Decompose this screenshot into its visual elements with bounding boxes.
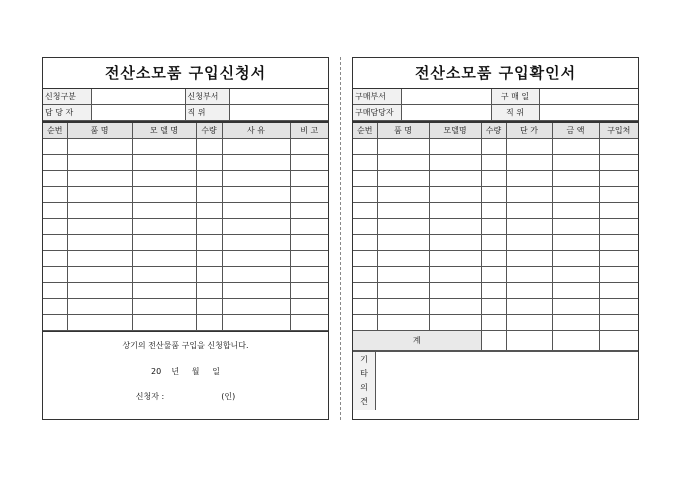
item-cell[interactable] xyxy=(552,219,599,235)
item-cell[interactable] xyxy=(290,155,328,171)
col-note: 비 고 xyxy=(290,122,328,139)
purchase-confirmation-form xyxy=(352,57,639,420)
item-cell[interactable] xyxy=(222,171,290,187)
item-cell[interactable] xyxy=(196,251,222,267)
item-cell[interactable] xyxy=(67,235,132,251)
item-cell[interactable] xyxy=(290,299,328,315)
item-cell[interactable] xyxy=(481,267,506,283)
request-type-field[interactable] xyxy=(91,89,185,105)
item-cell[interactable] xyxy=(506,219,552,235)
item-cell[interactable] xyxy=(429,315,481,331)
item-cell[interactable] xyxy=(290,283,328,299)
item-cell[interactable] xyxy=(599,187,638,203)
item-cell[interactable] xyxy=(222,187,290,203)
request-items-table xyxy=(43,121,328,331)
item-cell[interactable] xyxy=(132,283,196,299)
item-cell[interactable] xyxy=(196,171,222,187)
item-cell[interactable] xyxy=(599,299,638,315)
item-cell[interactable] xyxy=(506,187,552,203)
item-cell[interactable] xyxy=(132,235,196,251)
purchase-date-field[interactable] xyxy=(539,89,638,105)
item-cell[interactable] xyxy=(196,203,222,219)
request-type-label: 신청구분 xyxy=(43,89,91,105)
item-row xyxy=(43,299,328,315)
item-cell[interactable] xyxy=(599,139,638,155)
item-cell[interactable] xyxy=(43,299,67,315)
item-cell[interactable] xyxy=(132,139,196,155)
item-cell[interactable] xyxy=(481,315,506,331)
item-cell[interactable] xyxy=(222,283,290,299)
item-cell[interactable] xyxy=(132,219,196,235)
item-cell[interactable] xyxy=(222,235,290,251)
item-cell[interactable] xyxy=(377,155,429,171)
item-cell[interactable] xyxy=(132,251,196,267)
item-row xyxy=(43,283,328,299)
item-cell[interactable] xyxy=(552,283,599,299)
item-cell[interactable] xyxy=(132,315,196,331)
item-cell[interactable] xyxy=(429,171,481,187)
item-cell[interactable] xyxy=(290,171,328,187)
item-cell[interactable] xyxy=(353,171,377,187)
item-cell[interactable] xyxy=(506,171,552,187)
item-cell[interactable] xyxy=(222,299,290,315)
item-cell[interactable] xyxy=(43,219,67,235)
purchase-manager-label: 구매담당자 xyxy=(353,105,401,121)
request-statement: 상기의 전산물품 구입을 신청합니다. xyxy=(122,341,249,350)
col-seq: 순번 xyxy=(43,122,67,139)
item-cell[interactable] xyxy=(43,203,67,219)
item-row xyxy=(43,235,328,251)
item-cell[interactable] xyxy=(599,283,638,299)
col-reason: 사 유 xyxy=(222,122,290,139)
item-cell[interactable] xyxy=(132,171,196,187)
item-cell[interactable] xyxy=(377,203,429,219)
item-cell[interactable] xyxy=(222,155,290,171)
item-cell[interactable] xyxy=(481,251,506,267)
item-cell[interactable] xyxy=(67,219,132,235)
item-cell[interactable] xyxy=(353,315,377,331)
item-cell[interactable] xyxy=(552,155,599,171)
item-cell[interactable] xyxy=(222,315,290,331)
item-cell[interactable] xyxy=(552,267,599,283)
item-cell[interactable] xyxy=(552,235,599,251)
item-cell[interactable] xyxy=(506,267,552,283)
item-cell[interactable] xyxy=(353,203,377,219)
confirm-items-header xyxy=(353,122,638,139)
item-cell[interactable] xyxy=(481,155,506,171)
item-cell[interactable] xyxy=(196,267,222,283)
item-cell[interactable] xyxy=(377,299,429,315)
item-cell[interactable] xyxy=(290,315,328,331)
item-cell[interactable] xyxy=(377,235,429,251)
item-cell[interactable] xyxy=(222,139,290,155)
item-cell[interactable] xyxy=(506,155,552,171)
item-cell[interactable] xyxy=(506,299,552,315)
item-cell[interactable] xyxy=(43,187,67,203)
item-cell[interactable] xyxy=(353,219,377,235)
item-cell[interactable] xyxy=(429,299,481,315)
item-row xyxy=(43,171,328,187)
item-cell[interactable] xyxy=(132,155,196,171)
col-qty: 수량 xyxy=(196,122,222,139)
item-cell[interactable] xyxy=(377,251,429,267)
item-cell[interactable] xyxy=(196,315,222,331)
item-cell[interactable] xyxy=(353,283,377,299)
col-qty: 수량 xyxy=(481,122,506,139)
item-cell[interactable] xyxy=(43,267,67,283)
request-dept-label: 신청부서 xyxy=(185,89,229,105)
item-cell[interactable] xyxy=(377,315,429,331)
item-row xyxy=(43,267,328,283)
item-cell[interactable] xyxy=(222,203,290,219)
item-row xyxy=(43,187,328,203)
item-cell[interactable] xyxy=(67,315,132,331)
item-cell[interactable] xyxy=(353,235,377,251)
item-cell[interactable] xyxy=(43,139,67,155)
item-row xyxy=(353,203,638,219)
item-cell[interactable] xyxy=(481,283,506,299)
item-cell[interactable] xyxy=(552,299,599,315)
item-cell[interactable] xyxy=(429,139,481,155)
item-cell[interactable] xyxy=(67,171,132,187)
col-unit-price: 단 가 xyxy=(506,122,552,139)
item-cell[interactable] xyxy=(222,251,290,267)
item-cell[interactable] xyxy=(290,235,328,251)
item-cell[interactable] xyxy=(353,139,377,155)
request-footer xyxy=(43,331,328,410)
item-cell[interactable] xyxy=(67,299,132,315)
item-row xyxy=(353,251,638,267)
item-cell[interactable] xyxy=(429,267,481,283)
item-row xyxy=(43,155,328,171)
request-dept-field[interactable] xyxy=(229,89,328,105)
item-cell[interactable] xyxy=(43,171,67,187)
applicant-label: 신청자 : xyxy=(135,392,165,401)
item-cell[interactable] xyxy=(552,315,599,331)
purchase-position-label: 직 위 xyxy=(491,105,539,121)
item-row xyxy=(353,235,638,251)
col-seq: 순번 xyxy=(353,122,377,139)
total-qty[interactable] xyxy=(481,331,506,351)
item-cell[interactable] xyxy=(196,155,222,171)
item-cell[interactable] xyxy=(353,299,377,315)
item-cell[interactable] xyxy=(377,283,429,299)
item-cell[interactable] xyxy=(506,235,552,251)
item-cell[interactable] xyxy=(43,315,67,331)
item-cell[interactable] xyxy=(196,235,222,251)
applicant-line xyxy=(43,391,328,402)
item-row xyxy=(353,219,638,235)
confirm-items-table xyxy=(353,121,638,351)
item-cell[interactable] xyxy=(132,299,196,315)
item-cell[interactable] xyxy=(506,139,552,155)
item-cell[interactable] xyxy=(222,267,290,283)
item-cell[interactable] xyxy=(67,139,132,155)
request-items-header xyxy=(43,122,328,139)
item-cell[interactable] xyxy=(196,219,222,235)
item-cell[interactable] xyxy=(429,155,481,171)
item-cell[interactable] xyxy=(196,299,222,315)
item-row xyxy=(353,171,638,187)
col-model: 모델명 xyxy=(429,122,481,139)
item-cell[interactable] xyxy=(290,187,328,203)
item-cell[interactable] xyxy=(196,187,222,203)
item-cell[interactable] xyxy=(67,251,132,267)
item-cell[interactable] xyxy=(290,219,328,235)
item-cell[interactable] xyxy=(599,219,638,235)
item-cell[interactable] xyxy=(43,283,67,299)
seal-mark: (인) xyxy=(221,392,236,401)
total-row xyxy=(353,331,638,351)
item-cell[interactable] xyxy=(429,203,481,219)
item-cell[interactable] xyxy=(599,267,638,283)
item-cell[interactable] xyxy=(67,187,132,203)
item-cell[interactable] xyxy=(43,251,67,267)
item-cell[interactable] xyxy=(429,219,481,235)
item-cell[interactable] xyxy=(377,219,429,235)
item-row xyxy=(43,251,328,267)
purchase-dept-label: 구매부서 xyxy=(353,89,401,105)
item-cell[interactable] xyxy=(377,187,429,203)
remarks-field[interactable] xyxy=(376,352,638,410)
item-row xyxy=(43,315,328,331)
position-field[interactable] xyxy=(229,105,328,121)
purchase-date-label: 구 매 일 xyxy=(491,89,539,105)
item-cell[interactable] xyxy=(43,235,67,251)
remarks-label xyxy=(353,352,376,410)
item-cell[interactable] xyxy=(481,235,506,251)
item-cell[interactable] xyxy=(353,187,377,203)
item-row xyxy=(43,139,328,155)
item-cell[interactable] xyxy=(429,235,481,251)
col-amount: 금 액 xyxy=(552,122,599,139)
item-row xyxy=(353,139,638,155)
item-cell[interactable] xyxy=(67,203,132,219)
item-cell[interactable] xyxy=(353,251,377,267)
page-divider xyxy=(340,57,341,420)
item-cell[interactable] xyxy=(599,315,638,331)
item-cell[interactable] xyxy=(222,219,290,235)
col-vendor: 구입처 xyxy=(599,122,638,139)
purchase-dept-field[interactable] xyxy=(401,89,491,105)
remarks-char: 의 xyxy=(360,383,368,392)
item-row xyxy=(353,315,638,331)
total-vendor[interactable] xyxy=(599,331,638,351)
item-cell[interactable] xyxy=(429,251,481,267)
total-unit-price[interactable] xyxy=(506,331,552,351)
item-cell[interactable] xyxy=(506,315,552,331)
item-cell[interactable] xyxy=(552,251,599,267)
item-row xyxy=(353,283,638,299)
item-cell[interactable] xyxy=(481,171,506,187)
item-cell[interactable] xyxy=(353,155,377,171)
remarks-section xyxy=(353,351,638,410)
item-cell[interactable] xyxy=(429,187,481,203)
item-cell[interactable] xyxy=(290,251,328,267)
request-date: 20 년 월 일 xyxy=(151,367,220,376)
item-cell[interactable] xyxy=(599,171,638,187)
remarks-char: 기 xyxy=(360,355,368,364)
item-cell[interactable] xyxy=(506,251,552,267)
item-cell[interactable] xyxy=(481,203,506,219)
item-cell[interactable] xyxy=(506,203,552,219)
item-cell[interactable] xyxy=(552,187,599,203)
item-row xyxy=(43,203,328,219)
item-cell[interactable] xyxy=(481,139,506,155)
position-label: 직 위 xyxy=(185,105,229,121)
item-cell[interactable] xyxy=(599,155,638,171)
item-cell[interactable] xyxy=(67,283,132,299)
item-cell[interactable] xyxy=(552,139,599,155)
item-cell[interactable] xyxy=(481,299,506,315)
item-cell[interactable] xyxy=(353,267,377,283)
item-row xyxy=(353,187,638,203)
item-cell[interactable] xyxy=(290,203,328,219)
item-row xyxy=(353,155,638,171)
manager-field[interactable] xyxy=(91,105,185,121)
item-cell[interactable] xyxy=(67,267,132,283)
item-cell[interactable] xyxy=(552,171,599,187)
confirm-info-table xyxy=(353,89,638,121)
purchase-manager-field[interactable] xyxy=(401,105,491,121)
item-cell[interactable] xyxy=(506,283,552,299)
purchase-request-form xyxy=(42,57,329,420)
item-cell[interactable] xyxy=(377,267,429,283)
item-cell[interactable] xyxy=(599,203,638,219)
col-item-name: 품 명 xyxy=(67,122,132,139)
col-model: 모 델 명 xyxy=(132,122,196,139)
item-row xyxy=(43,219,328,235)
purchase-position-field[interactable] xyxy=(539,105,638,121)
item-cell[interactable] xyxy=(290,139,328,155)
item-cell[interactable] xyxy=(552,203,599,219)
item-cell[interactable] xyxy=(599,235,638,251)
item-cell[interactable] xyxy=(67,155,132,171)
item-cell[interactable] xyxy=(481,187,506,203)
confirm-form-title: 전산소모품 구입확인서 xyxy=(353,58,638,89)
total-amount[interactable] xyxy=(552,331,599,351)
request-form-title: 전산소모품 구입신청서 xyxy=(43,58,328,89)
item-cell[interactable] xyxy=(377,171,429,187)
item-cell[interactable] xyxy=(132,187,196,203)
item-cell[interactable] xyxy=(290,267,328,283)
item-cell[interactable] xyxy=(43,155,67,171)
total-label: 계 xyxy=(353,331,481,351)
item-row xyxy=(353,299,638,315)
item-cell[interactable] xyxy=(132,267,196,283)
request-info-table xyxy=(43,89,328,121)
remarks-char: 견 xyxy=(360,397,368,406)
item-cell[interactable] xyxy=(481,219,506,235)
item-cell[interactable] xyxy=(599,251,638,267)
col-item-name: 품 명 xyxy=(377,122,429,139)
item-cell[interactable] xyxy=(132,203,196,219)
item-row xyxy=(353,267,638,283)
item-cell[interactable] xyxy=(377,139,429,155)
item-cell[interactable] xyxy=(429,283,481,299)
remarks-char: 타 xyxy=(360,369,368,378)
manager-label: 담 당 자 xyxy=(43,105,91,121)
item-cell[interactable] xyxy=(196,139,222,155)
item-cell[interactable] xyxy=(196,283,222,299)
